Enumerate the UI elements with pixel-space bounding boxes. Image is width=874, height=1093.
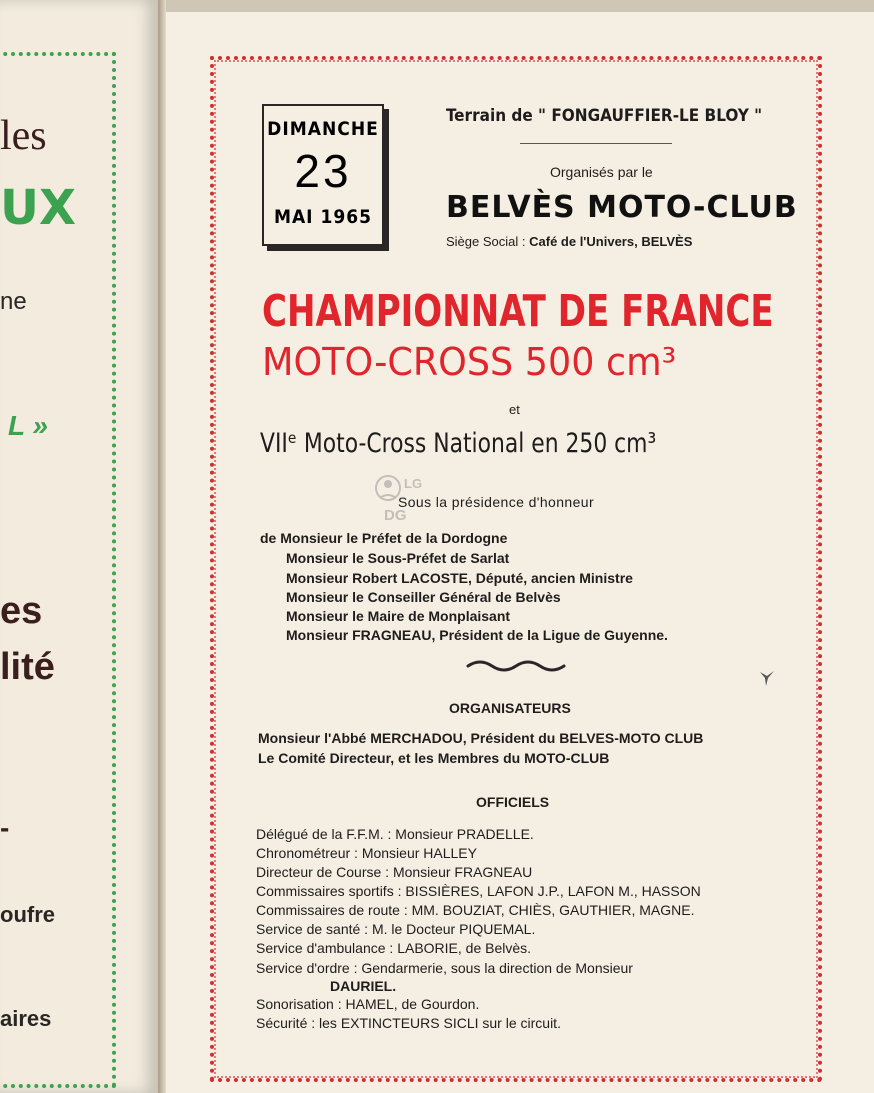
siege-value: Café de l'Univers, BELVÈS [529,234,693,249]
badge-lg: LG [404,476,423,491]
presidence-heading: Sous la présidence d'honneur [398,494,595,510]
club-name: BELVÈS MOTO-CLUB [446,190,798,225]
badge-dg: DG [384,507,407,524]
presidence-line-4: Monsieur le Conseiller Général de Belvès [286,589,561,605]
officiels-line-7: Service d'ambulance : LABORIE, de Belvès. [256,940,532,956]
title-championnat: CHAMPIONNAT DE FRANCE [262,286,774,337]
presidence-line-3: Monsieur Robert LACOSTE, Député, ancien Ministre [286,570,633,586]
officiels-line-8: Service d'ordre : Gendarmerie, sous la direction de Monsieur [256,960,633,976]
book-spine [158,0,166,1093]
left-line-ux: UX [0,180,76,236]
officiels-line-10: Sonorisation : HAMEL, de Gourdon. [256,996,480,1012]
venue-line: Terrain de " FONGAUFFIER-LE BLOY " [446,106,763,126]
left-page [0,0,158,1093]
siege-social [446,234,692,249]
date-day: DIMANCHE [267,118,379,140]
presidence-line-5: Monsieur le Maire de Monplaisant [286,608,511,624]
presidence-line-1: de Monsieur le Préfet de la Dordogne [260,530,508,546]
officiels-line-2: Chronométreur : Monsieur HALLEY [256,845,477,861]
officiels-line-1: Délégué de la F.F.M. : Monsieur PRADELLE. [256,826,534,842]
left-line-l: L » [8,410,48,441]
ink-speck [758,668,776,688]
left-line-ne: ne [0,288,27,315]
officiels-line-3: Directeur de Course : Monsieur FRAGNEAU [256,864,533,880]
organised-by: Organisés par le [550,164,653,180]
presidence-line-2: Monsieur le Sous-Préfet de Sarlat [286,550,510,566]
left-line-oufre: oufre [0,902,55,927]
title-et: et [509,402,520,417]
date-month-year: MAI 1965 [273,206,373,228]
organisateurs-line-1: Monsieur l'Abbé MERCHADOU, Président du BELVES-MOTO CLUB [258,730,704,746]
title-motocross: MOTO-CROSS 500 cm³ [262,340,677,384]
presidence-line-6: Monsieur FRAGNEAU, Président de la Ligue de Guyenne. [286,627,668,643]
left-line-les: les [0,113,47,159]
left-line-lite: lité [0,646,55,688]
date-number: 23 [294,145,352,197]
siege-label: Siège Social : [446,234,526,249]
officiels-line-6: Service de santé : M. le Docteur PIQUEMAL. [256,921,536,937]
officiels-line-9: DAURIEL. [330,978,397,994]
date-box [262,104,384,246]
organisateurs-line-2: Le Comité Directeur, et les Membres du MOTO-CLUB [258,750,610,766]
left-line-es: es [0,590,43,632]
officiels-line-4: Commissaires sportifs : BISSIÈRES, LAFON J.P., LAFON M., HASSON [256,883,701,899]
officiels-line-11: Sécurité : les EXTINCTEURS SICLI sur le circuit. [256,1015,561,1031]
left-line-aires: aires [0,1006,52,1031]
officiels-heading: OFFICIELS [476,794,550,810]
venue-separator [520,143,672,144]
title-national: VIIᵉ Moto-Cross National en 250 cm³ [260,428,657,459]
organisateurs-heading: ORGANISATEURS [449,700,571,716]
decorative-tilde-divider [466,658,570,672]
officiels-line-5: Commissaires de route : MM. BOUZIAT, CHIÈS, GAUTHIER, MAGNE. [256,902,695,918]
left-line-dash: - [0,812,10,843]
